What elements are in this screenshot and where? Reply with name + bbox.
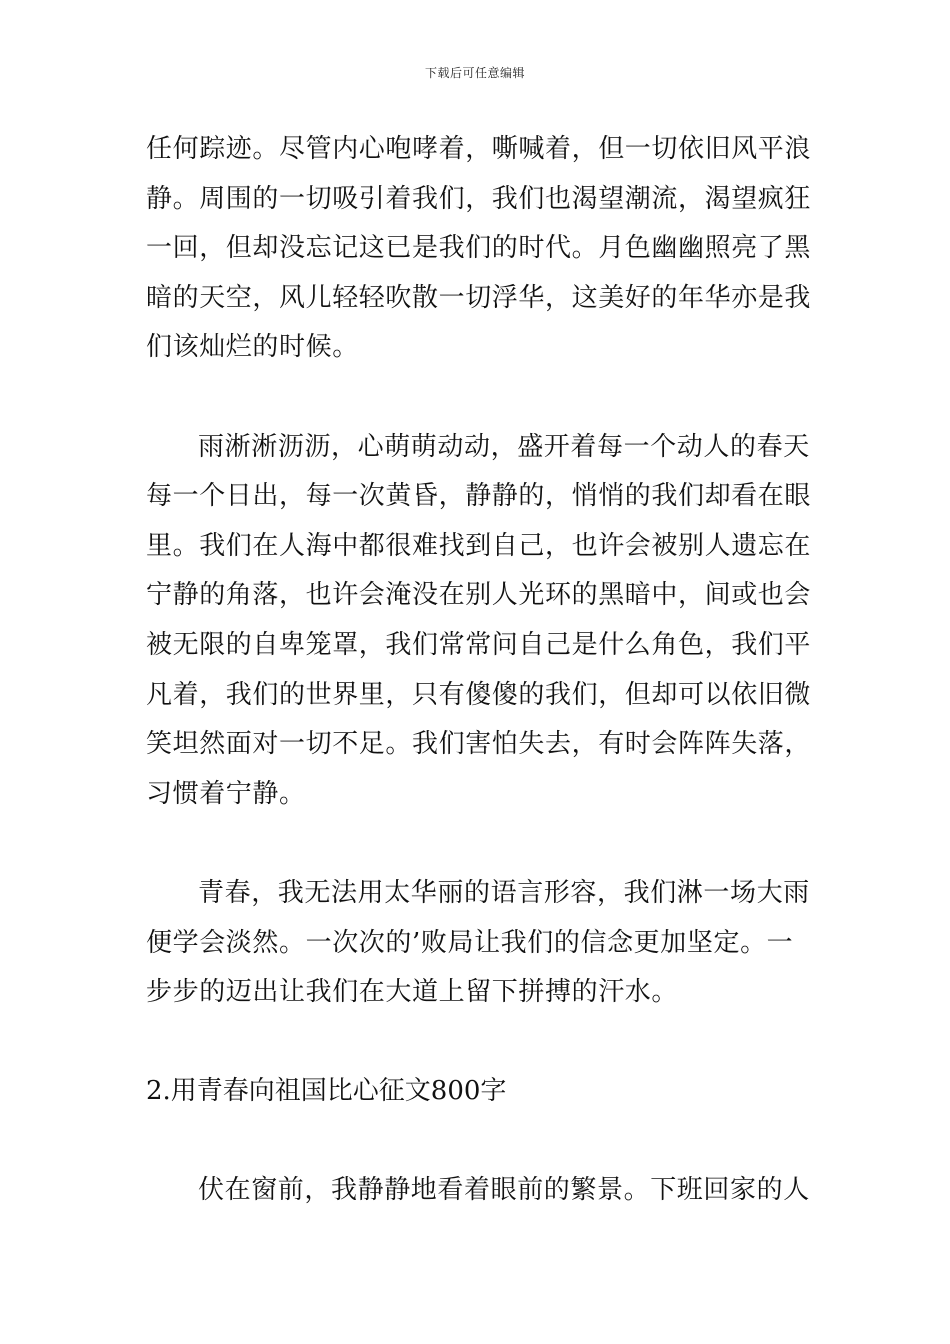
- paragraph-4: [146, 1166, 812, 1216]
- paragraph-2: [146, 423, 812, 820]
- paragraph-line: 步步的迈出让我们在大道上留下拼搏的汗水。: [146, 977, 679, 1008]
- paragraph-line: 宁静的角落，也许会淹没在别人光环的黑暗中，间或也会: [146, 580, 812, 611]
- paragraph-gap: [146, 819, 812, 869]
- paragraph-3: [146, 869, 812, 1018]
- paragraph-line: 暗的天空，风儿轻轻吹散一切浮华，这美好的年华亦是我: [146, 282, 812, 313]
- paragraph-gap: [146, 373, 812, 423]
- paragraph-line: 静。周围的一切吸引着我们，我们也渴望潮流，渴望疯狂: [146, 183, 812, 214]
- paragraph-line: 笑坦然面对一切不足。我们害怕失去，有时会阵阵失落，: [146, 729, 812, 760]
- paragraph-line: 们该灿烂的时候。: [146, 332, 359, 363]
- paragraph-line: 青春，我无法用太华丽的语言形容，我们淋一场大雨: [198, 877, 810, 908]
- paragraph-line: 里。我们在人海中都很难找到自己，也许会被别人遗忘在: [146, 530, 812, 561]
- paragraph-gap: [146, 1018, 812, 1068]
- section-heading: 2.用青春向祖国比心征文800字: [146, 1076, 507, 1107]
- paragraph-line: 伏在窗前，我静静地看着眼前的繁景。下班回家的人: [198, 1175, 810, 1206]
- paragraph-line: 每一个日出，每一次黄昏，静静的，悄悄的我们却看在眼: [146, 481, 812, 512]
- paragraph-1: [146, 125, 812, 373]
- page-header: 下载后可任意编辑: [424, 66, 525, 80]
- paragraph-line: 一回，但却没忘记这已是我们的时代。月色幽幽照亮了黑: [146, 233, 812, 264]
- paragraph-line: 雨淅淅沥沥，心萌萌动动，盛开着每一个动人的春天: [198, 431, 810, 462]
- paragraph-gap: [146, 1117, 812, 1167]
- paragraph-line: 被无限的自卑笼罩，我们常常问自己是什么角色，我们平: [146, 629, 812, 660]
- paragraph-line: 习惯着宁静。: [146, 778, 306, 809]
- paragraph-line: 任何踪迹。尽管内心咆哮着，嘶喊着，但一切依旧风平浪: [146, 134, 812, 164]
- document-body: [146, 125, 812, 1216]
- paragraph-line: 便学会淡然。一次次的’败局让我们的信念更加坚定。一: [146, 927, 794, 958]
- paragraph-line: 凡着，我们的世界里，只有傻傻的我们，但却可以依旧微: [146, 679, 812, 710]
